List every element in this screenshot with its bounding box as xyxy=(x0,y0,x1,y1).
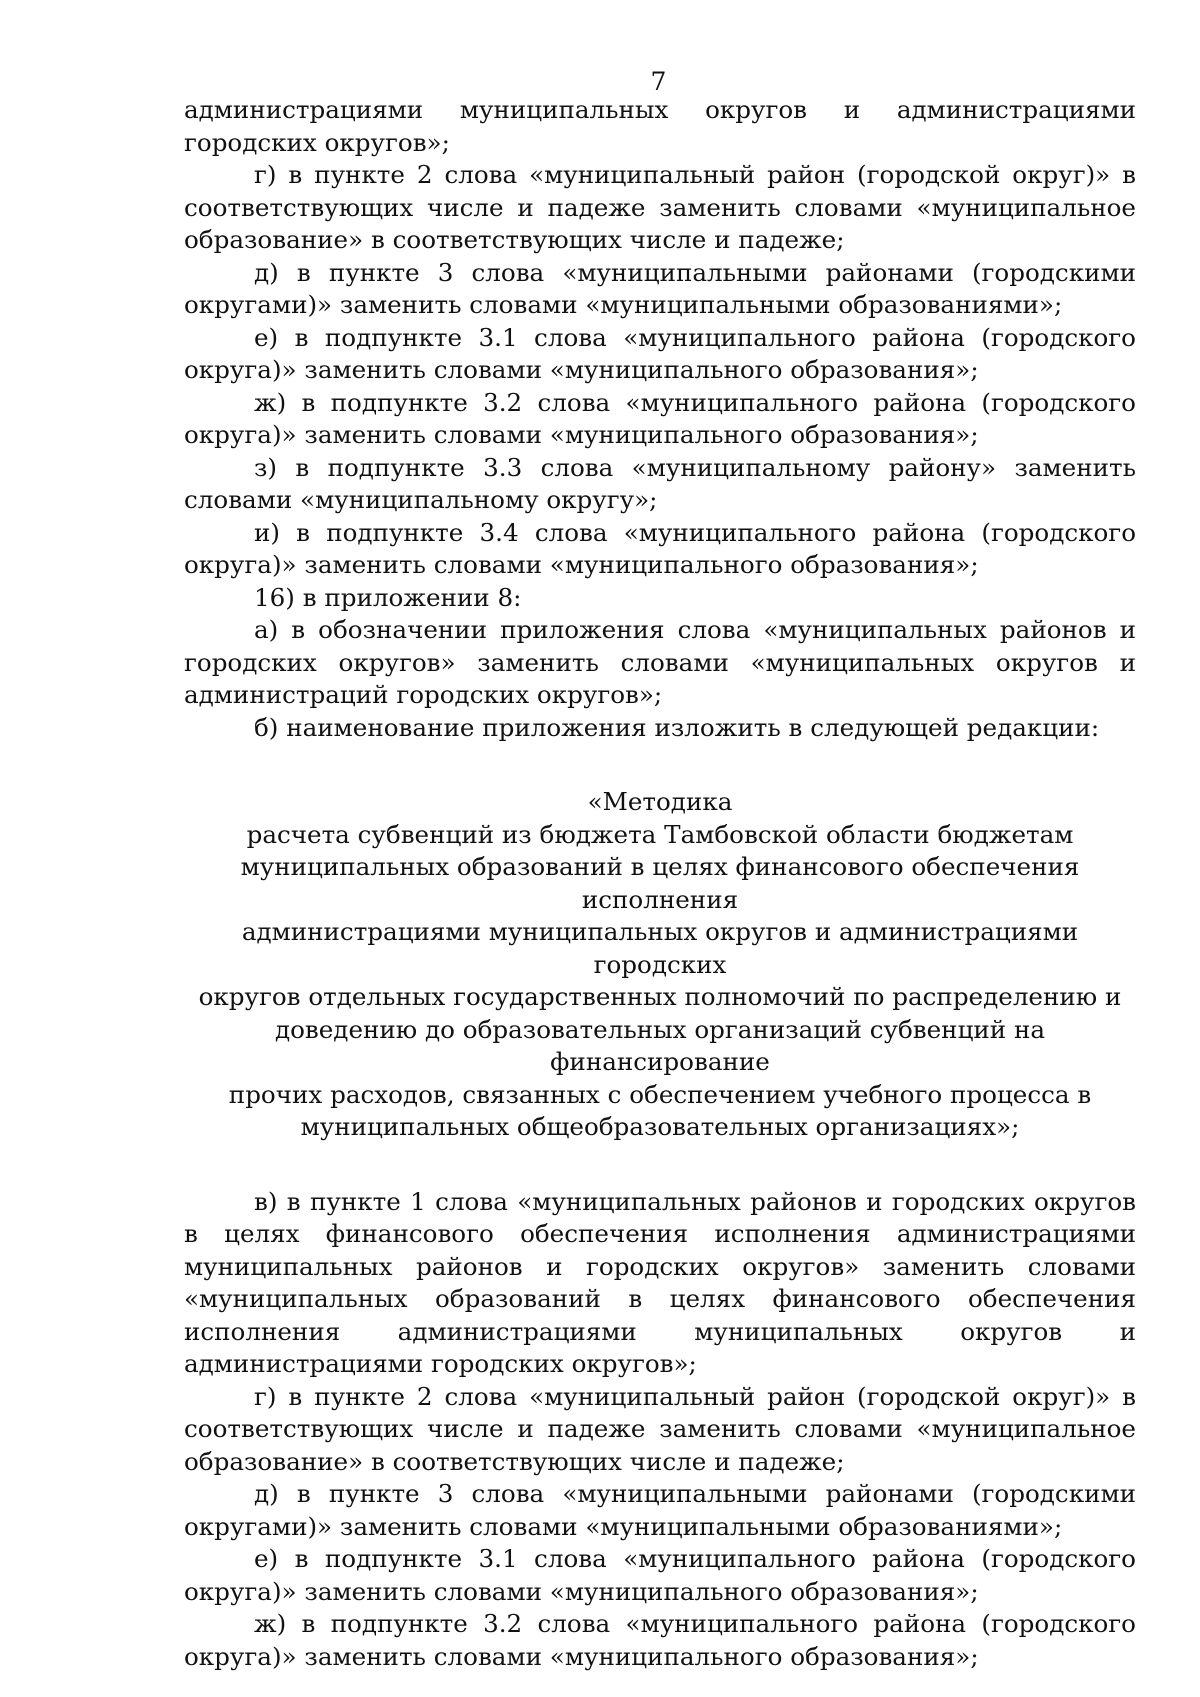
paragraph: администрациями муниципальных округов и администрациями городских округов»; xyxy=(184,95,1136,157)
paragraph: а) в обозначении приложения слова «муниципальных районов и городских округов» заменить словами «муниципальных округов и администраций городских округов»; xyxy=(184,615,1136,709)
paragraph: 16) в приложении 8: xyxy=(254,582,522,612)
paragraph: ж) в подпункте 3.2 слова «муниципального района (городского округа)» заменить словами «муниципального образования»; xyxy=(184,1609,1136,1671)
title-line: доведению до образовательных организаций субвенций на финансирование xyxy=(274,1014,1046,1076)
title-line: округов отдельных государственных полномочий по распределению и xyxy=(198,982,1122,1011)
paragraph: з) в подпункте 3.3 слова «муниципальному району» заменить словами «муниципальному округу»; xyxy=(184,452,1136,514)
paragraph: и) в подпункте 3.4 слова «муниципального района (городского округа)» заменить словами «муниципального образования»; xyxy=(184,517,1136,579)
paragraph: в) в пункте 1 слова «муниципальных районов и городских округов в целях финансового обеспечения исполнения администрациями муниципальных районов и городских округов» заменить словами «муниципальных образований в целях финансового обеспечения исполнения администрациями муниципальных округов и администрациями городских округов»; xyxy=(184,1186,1136,1378)
document-body xyxy=(184,94,1136,1673)
paragraph: г) в пункте 2 слова «муниципальный район (городской округ)» в соответствующих числе и падеже заменить словами «муниципальное образование» в соответствующих числе и падеже; xyxy=(184,160,1136,254)
title-line: прочих расходов, связанных с обеспечением учебного процесса в xyxy=(228,1079,1092,1109)
title-line: муниципальных общеобразовательных организациях»; xyxy=(300,1112,1020,1141)
title-heading: «Методика xyxy=(587,787,733,816)
title-line: расчета субвенций из бюджета Тамбовской области бюджетам xyxy=(246,819,1074,849)
methodology-title xyxy=(184,786,1136,1144)
title-line: муниципальных образований в целях финансового обеспечения исполнения xyxy=(240,852,1080,914)
paragraph: е) в подпункте 3.1 слова «муниципального района (городского округа)» заменить словами «муниципального образования»; xyxy=(184,1544,1136,1606)
paragraph: е) в подпункте 3.1 слова «муниципального района (городского округа)» заменить словами «муниципального образования»; xyxy=(184,322,1136,384)
paragraph: ж) в подпункте 3.2 слова «муниципального района (городского округа)» заменить словами «муниципального образования»; xyxy=(184,387,1136,449)
paragraphs-before xyxy=(184,94,1136,744)
paragraph: д) в пункте 3 слова «муниципальными районами (городскими округами)» заменить словами «муниципальными образованиями»; xyxy=(184,257,1136,319)
title-line: администрациями муниципальных округов и администрациями городских xyxy=(241,917,1079,979)
paragraph: г) в пункте 2 слова «муниципальный район (городской округ)» в соответствующих числе и падеже заменить словами «муниципальное образование» в соответствующих числе и падеже; xyxy=(184,1381,1136,1476)
paragraphs-after xyxy=(184,1186,1136,1674)
paragraph: д) в пункте 3 слова «муниципальными районами (городскими округами)» заменить словами «муниципальными образованиями»; xyxy=(184,1479,1136,1541)
page-number: 7 xyxy=(650,67,667,96)
paragraph: б) наименование приложения изложить в следующей редакции: xyxy=(254,712,1100,742)
